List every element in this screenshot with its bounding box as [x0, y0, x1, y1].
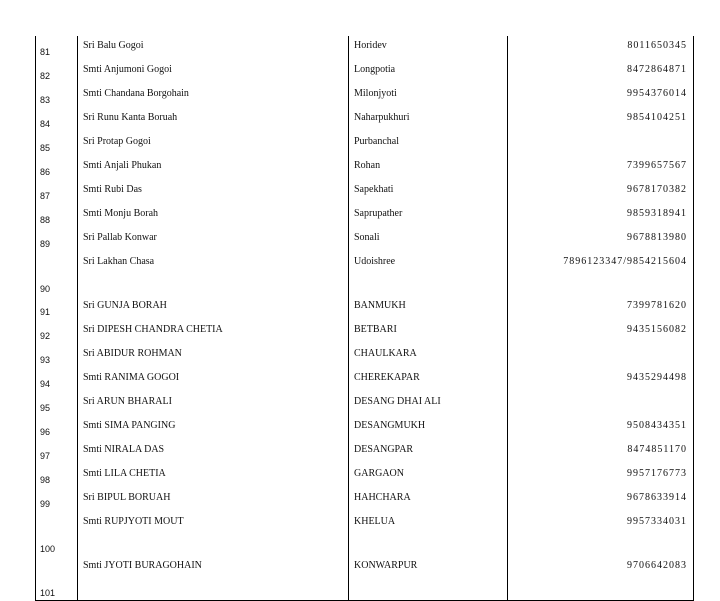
- place-name: KHELUA: [349, 512, 508, 556]
- phone-number: 9706642083: [508, 556, 694, 601]
- person-name: Sri Balu Gogoi: [78, 36, 349, 60]
- serial-number: 93: [36, 344, 78, 368]
- serial-number: 101: [36, 556, 78, 601]
- serial-number: 90: [36, 252, 78, 296]
- phone-number: 8011650345: [508, 36, 694, 60]
- serial-number: 94: [36, 368, 78, 392]
- phone-number: 7896123347/9854215604: [508, 252, 694, 296]
- phone-number: 7399781620: [508, 296, 694, 320]
- person-name: Smti SIMA PANGING: [78, 416, 349, 440]
- table-row: [36, 416, 694, 440]
- place-name: DESANGPAR: [349, 440, 508, 464]
- phone-number: 7399657567: [508, 156, 694, 180]
- phone-number: 9854104251: [508, 108, 694, 132]
- place-name: Milonjyoti: [349, 84, 508, 108]
- table-row: [36, 320, 694, 344]
- place-name: KONWARPUR: [349, 556, 508, 601]
- person-name: Sri Runu Kanta Boruah: [78, 108, 349, 132]
- table-row: [36, 392, 694, 416]
- phone-number: 9678633914: [508, 488, 694, 512]
- table-row: [36, 108, 694, 132]
- person-name: Smti LILA CHETIA: [78, 464, 349, 488]
- person-name: Smti Anjumoni Gogoi: [78, 60, 349, 84]
- serial-number: 91: [36, 296, 78, 320]
- serial-number: 95: [36, 392, 78, 416]
- serial-number: 85: [36, 132, 78, 156]
- table-row: [36, 132, 694, 156]
- place-name: Saprupather: [349, 204, 508, 228]
- phone-number: 9435156082: [508, 320, 694, 344]
- table-row: [36, 156, 694, 180]
- place-name: DESANG DHAI ALI: [349, 392, 508, 416]
- phone-number: 9954376014: [508, 84, 694, 108]
- person-name: Smti Rubi Das: [78, 180, 349, 204]
- phone-number: 8472864871: [508, 60, 694, 84]
- table-row: [36, 36, 694, 60]
- phone-number: 8474851170: [508, 440, 694, 464]
- table-row: [36, 252, 694, 296]
- serial-number: 87: [36, 180, 78, 204]
- place-name: CHEREKAPAR: [349, 368, 508, 392]
- place-name: Udoishree: [349, 252, 508, 296]
- phone-number: [508, 392, 694, 416]
- serial-number: 96: [36, 416, 78, 440]
- table-row: [36, 344, 694, 368]
- place-name: Longpotia: [349, 60, 508, 84]
- serial-number: 88: [36, 204, 78, 228]
- place-name: Rohan: [349, 156, 508, 180]
- serial-number: 89: [36, 228, 78, 252]
- table-row: [36, 440, 694, 464]
- person-name: Smti Chandana Borgohain: [78, 84, 349, 108]
- place-name: BANMUKH: [349, 296, 508, 320]
- table-row: [36, 180, 694, 204]
- place-name: DESANGMUKH: [349, 416, 508, 440]
- contact-list-table: [35, 36, 694, 601]
- place-name: GARGAON: [349, 464, 508, 488]
- place-name: Naharpukhuri: [349, 108, 508, 132]
- phone-number: 9508434351: [508, 416, 694, 440]
- serial-number: 81: [36, 36, 78, 60]
- serial-number: 82: [36, 60, 78, 84]
- serial-number: 99: [36, 488, 78, 512]
- table-row: [36, 296, 694, 320]
- phone-number: 9859318941: [508, 204, 694, 228]
- serial-number: 83: [36, 84, 78, 108]
- person-name: Sri DIPESH CHANDRA CHETIA: [78, 320, 349, 344]
- table-row: [36, 488, 694, 512]
- person-name: Smti NIRALA DAS: [78, 440, 349, 464]
- table-row: [36, 512, 694, 556]
- place-name: BETBARI: [349, 320, 508, 344]
- person-name: Smti JYOTI BURAGOHAIN: [78, 556, 349, 601]
- phone-number: 9678170382: [508, 180, 694, 204]
- table-row: [36, 60, 694, 84]
- person-name: Sri Pallab Konwar: [78, 228, 349, 252]
- table-row: [36, 556, 694, 601]
- person-name: Sri Lakhan Chasa: [78, 252, 349, 296]
- person-name: Sri ARUN BHARALI: [78, 392, 349, 416]
- table-row: [36, 204, 694, 228]
- table-row: [36, 368, 694, 392]
- serial-number: 86: [36, 156, 78, 180]
- table-row: [36, 84, 694, 108]
- person-name: Sri ABIDUR ROHMAN: [78, 344, 349, 368]
- place-name: Purbanchal: [349, 132, 508, 156]
- table-body: [36, 36, 694, 601]
- person-name: Smti Monju Borah: [78, 204, 349, 228]
- person-name: Sri GUNJA BORAH: [78, 296, 349, 320]
- table-row: [36, 464, 694, 488]
- serial-number: 100: [36, 512, 78, 556]
- place-name: Sonali: [349, 228, 508, 252]
- phone-number: 9435294498: [508, 368, 694, 392]
- phone-number: 9957176773: [508, 464, 694, 488]
- phone-number: [508, 132, 694, 156]
- phone-number: 9957334031: [508, 512, 694, 556]
- person-name: Smti Anjali Phukan: [78, 156, 349, 180]
- place-name: CHAULKARA: [349, 344, 508, 368]
- phone-number: [508, 344, 694, 368]
- serial-number: 92: [36, 320, 78, 344]
- phone-number: 9678813980: [508, 228, 694, 252]
- person-name: Sri Protap Gogoi: [78, 132, 349, 156]
- person-name: Sri BIPUL BORUAH: [78, 488, 349, 512]
- place-name: HAHCHARA: [349, 488, 508, 512]
- serial-number: 98: [36, 464, 78, 488]
- person-name: Smti RUPJYOTI MOUT: [78, 512, 349, 556]
- place-name: Horidev: [349, 36, 508, 60]
- table-row: [36, 228, 694, 252]
- person-name: Smti RANIMA GOGOI: [78, 368, 349, 392]
- place-name: Sapekhati: [349, 180, 508, 204]
- serial-number: 97: [36, 440, 78, 464]
- serial-number: 84: [36, 108, 78, 132]
